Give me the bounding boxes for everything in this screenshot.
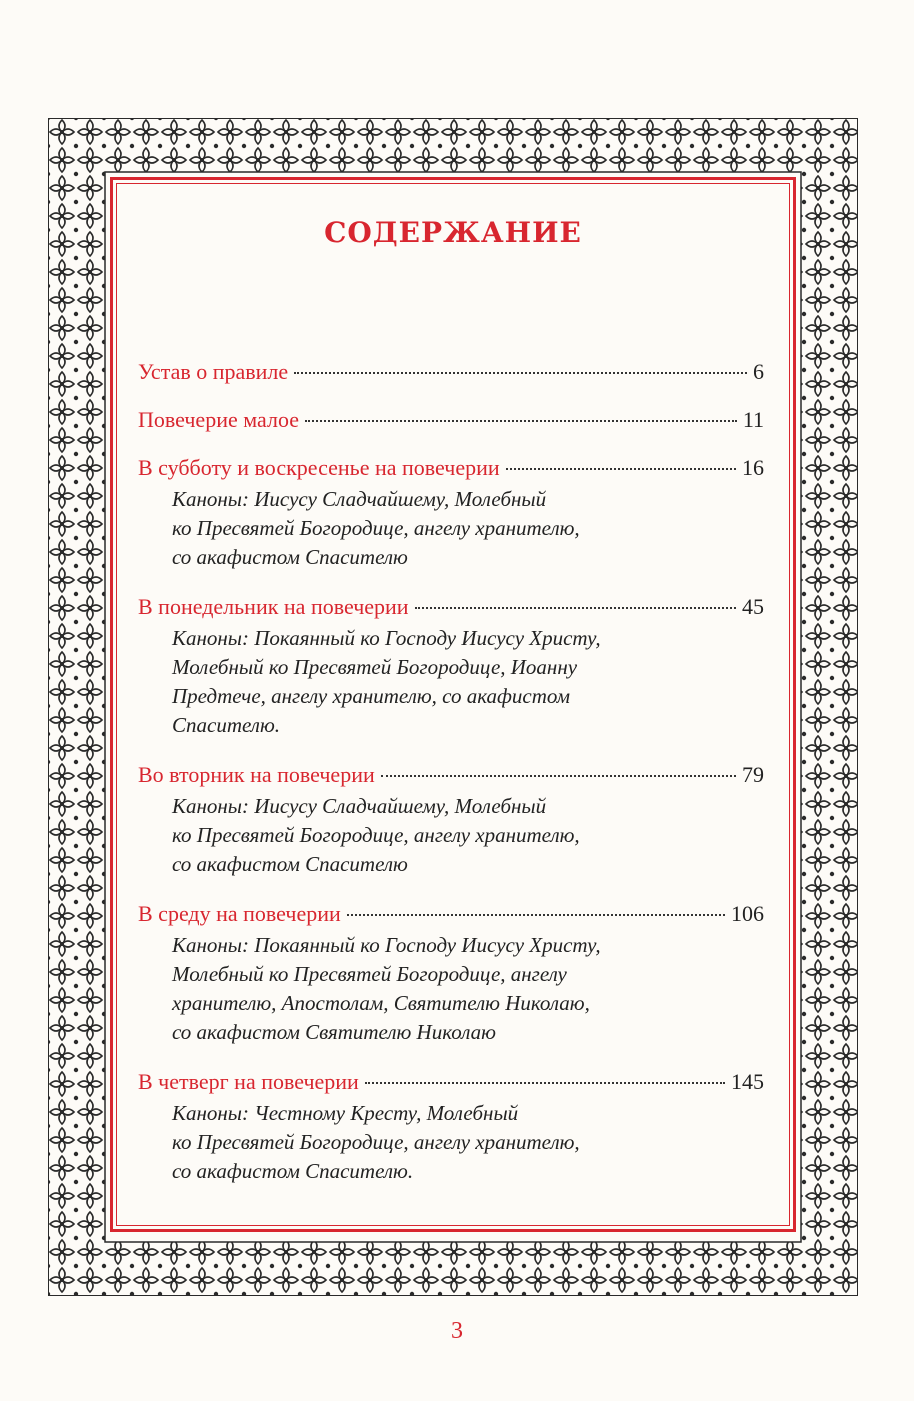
toc-entry-line bbox=[138, 897, 764, 931]
toc-entry bbox=[138, 758, 764, 879]
page-number: 3 bbox=[451, 1318, 463, 1344]
toc-entry-description bbox=[172, 792, 764, 879]
toc-description-line: Молебный ко Пресвятей Богородице, Иоанну bbox=[172, 655, 578, 679]
toc-description-line: со акафистом Спасителю bbox=[172, 545, 408, 569]
toc-entry bbox=[138, 897, 764, 1047]
toc-entry-title: В среду на повечерии bbox=[138, 901, 341, 926]
toc-leader-dots bbox=[347, 914, 725, 916]
toc-description-line: ко Пресвятей Богородице, ангелу хранителю, bbox=[172, 823, 580, 847]
toc-description-line: Молебный ко Пресвятей Богородице, ангелу bbox=[172, 962, 567, 986]
toc-entry-page: 145 bbox=[731, 1069, 764, 1094]
toc-leader-dots bbox=[381, 775, 736, 777]
toc-description-line: со акафистом Спасителю. bbox=[172, 1159, 414, 1183]
toc-leader-dots bbox=[415, 607, 736, 609]
toc-entry-title: Повечерие малое bbox=[138, 407, 299, 432]
toc-description-line: Каноны: Честному Кресту, Молебный bbox=[172, 1101, 519, 1125]
toc-entry-description bbox=[172, 1099, 764, 1186]
toc-entry-line bbox=[138, 355, 764, 389]
toc-description-line: Каноны: Иисусу Сладчайшему, Молебный bbox=[172, 794, 547, 818]
toc-entry-title: Устав о правиле bbox=[138, 359, 289, 384]
toc-entry-title: В понедельник на повечерии bbox=[138, 594, 409, 619]
toc-entry bbox=[138, 451, 764, 572]
toc-entry bbox=[138, 590, 764, 740]
toc-entry-line bbox=[138, 403, 764, 437]
table-of-contents bbox=[138, 355, 764, 1204]
toc-description-line: Каноны: Покаянный ко Господу Иисусу Христу, bbox=[172, 626, 601, 650]
toc-leader-dots bbox=[506, 468, 736, 470]
toc-entry-page: 6 bbox=[753, 359, 764, 384]
toc-entry-line bbox=[138, 1065, 764, 1099]
toc-description-line: со акафистом Святителю Николаю bbox=[172, 1020, 496, 1044]
toc-entry-description bbox=[172, 624, 764, 740]
toc-description-line: ко Пресвятей Богородице, ангелу хранителю, bbox=[172, 516, 580, 540]
toc-description-line: Предтече, ангелу хранителю, со акафистом bbox=[172, 684, 571, 708]
toc-entry-page: 16 bbox=[742, 455, 764, 480]
toc-entry bbox=[138, 403, 764, 437]
toc-entry-line bbox=[138, 758, 764, 792]
toc-leader-dots bbox=[294, 372, 747, 374]
toc-entry-page: 106 bbox=[731, 901, 764, 926]
toc-description-line: Каноны: Покаянный ко Господу Иисусу Христу, bbox=[172, 933, 601, 957]
toc-entry-description bbox=[172, 485, 764, 572]
toc-entry-title: В субботу и воскресенье на повечерии bbox=[138, 455, 500, 480]
toc-description-line: хранителю, Апостолам, Святителю Николаю, bbox=[172, 991, 590, 1015]
toc-entry-page: 79 bbox=[742, 762, 764, 787]
toc-entry bbox=[138, 355, 764, 389]
toc-entry bbox=[138, 1065, 764, 1186]
page-title: СОДЕРЖАНИЕ bbox=[324, 216, 582, 249]
toc-description-line: Каноны: Иисусу Сладчайшему, Молебный bbox=[172, 487, 547, 511]
toc-leader-dots bbox=[365, 1082, 725, 1084]
toc-entry-description bbox=[172, 931, 764, 1047]
toc-description-line: со акафистом Спасителю bbox=[172, 852, 408, 876]
toc-entry-title: В четверг на повечерии bbox=[138, 1069, 359, 1094]
toc-entry-page: 11 bbox=[742, 407, 764, 432]
toc-entry-page: 45 bbox=[742, 594, 764, 619]
toc-entry-line bbox=[138, 590, 764, 624]
toc-entry-line bbox=[138, 451, 764, 485]
toc-leader-dots bbox=[305, 420, 737, 422]
toc-entry-title: Во вторник на повечерии bbox=[138, 762, 375, 787]
toc-description-line: ко Пресвятей Богородице, ангелу хранителю, bbox=[172, 1130, 580, 1154]
toc-description-line: Спасителю. bbox=[172, 713, 281, 737]
